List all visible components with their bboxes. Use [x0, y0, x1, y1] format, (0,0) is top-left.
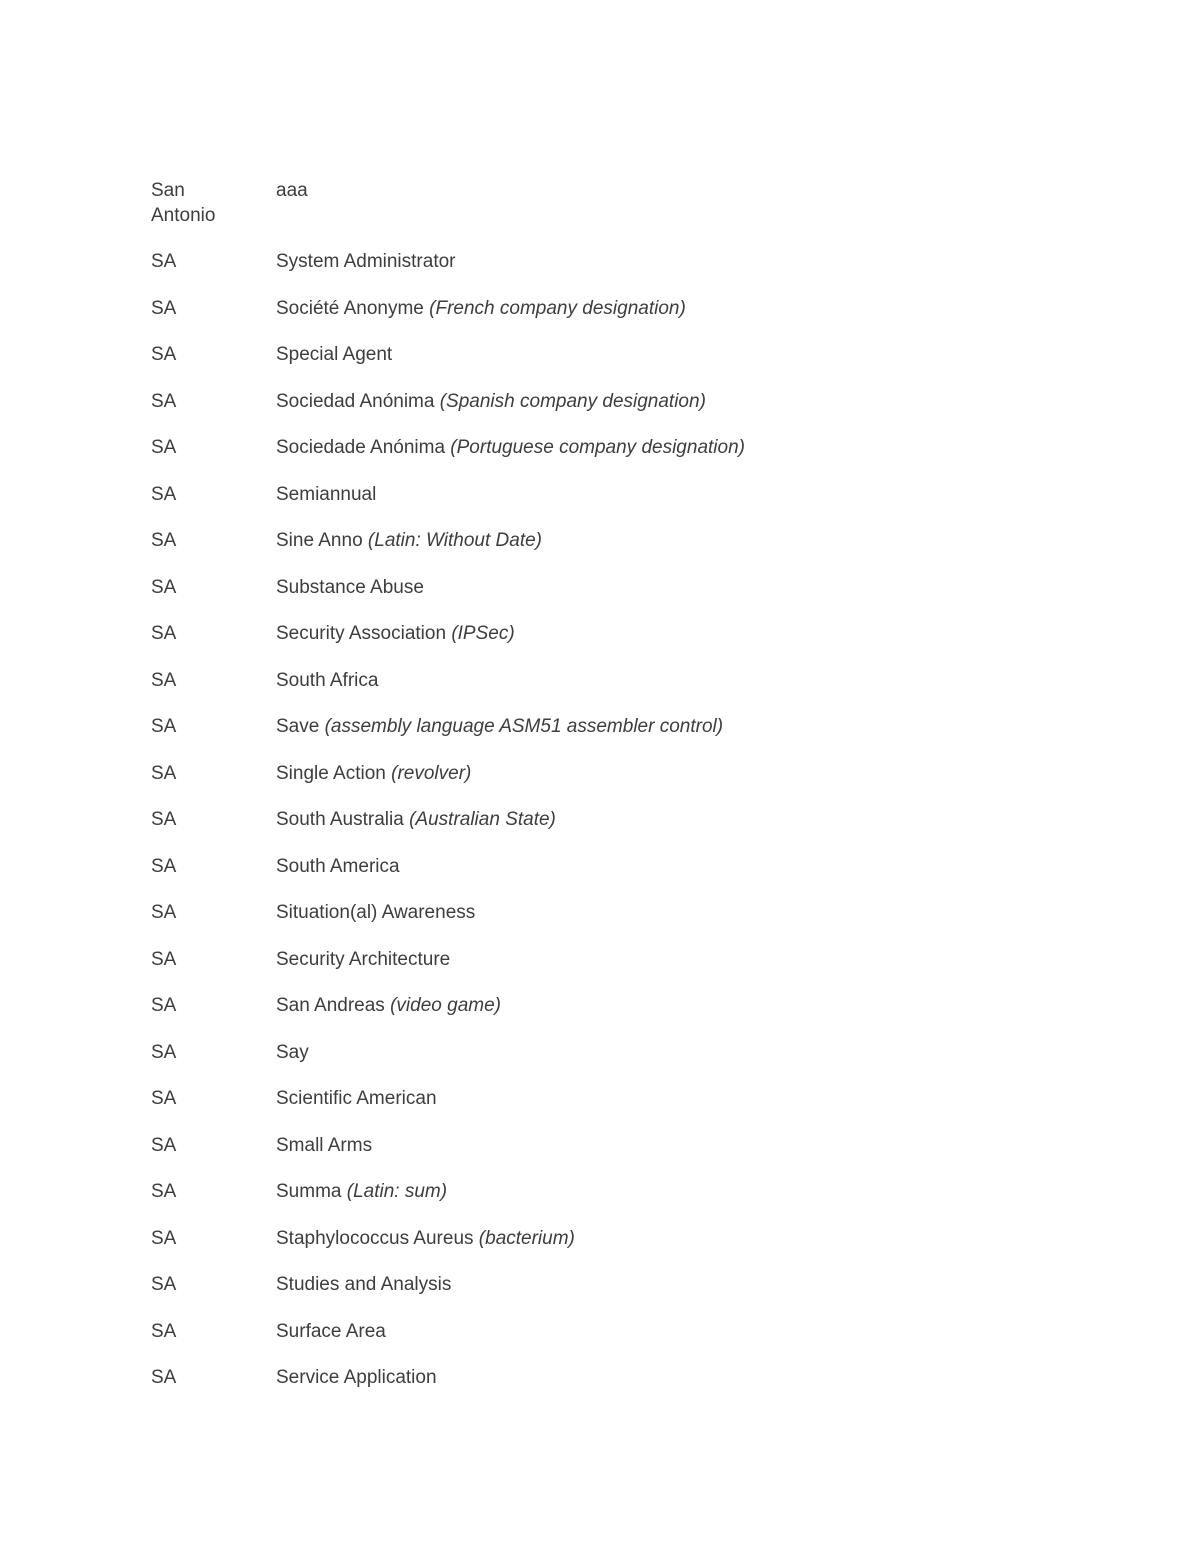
abbreviation-row: [151, 342, 1051, 389]
definition: [276, 1179, 447, 1204]
definition-term: South Africa: [276, 669, 379, 691]
definition-term: Single Action: [276, 762, 386, 784]
definition-note: (Latin: Without Date): [367, 530, 542, 551]
abbreviation: SA: [151, 809, 177, 830]
definition-term: Studies and Analysis: [276, 1274, 452, 1295]
abbreviation: San Antonio: [151, 180, 216, 226]
abbreviation-row: [151, 993, 1051, 1040]
abbreviation: SA: [151, 1367, 177, 1388]
definition: [276, 761, 471, 786]
definition-term: Semiannual: [276, 483, 377, 505]
definition: [276, 1040, 309, 1065]
abbreviation-row: [151, 900, 1051, 947]
abbreviation: SA: [151, 483, 177, 505]
abbreviation: SA: [151, 762, 177, 784]
abbreviation-row: [151, 1179, 1051, 1226]
abbreviation-row: [151, 714, 1051, 761]
abbreviation: SA: [151, 1134, 177, 1156]
definition-term: San Andreas: [276, 995, 385, 1016]
abbreviation: SA: [151, 251, 177, 272]
abbreviation-row: [151, 389, 1051, 436]
definition-term: Sociedad Anónima: [276, 390, 435, 412]
abbreviation: SA: [151, 623, 177, 644]
abbreviation-row: [151, 1272, 1051, 1319]
definition-term: Surface Area: [276, 1320, 386, 1342]
definition: [276, 714, 723, 739]
definition: [276, 296, 686, 321]
abbreviation: SA: [151, 902, 177, 923]
definition: [276, 1272, 451, 1297]
abbreviation-row: [151, 435, 1051, 482]
abbreviation-row: [151, 528, 1051, 575]
definition-note: (IPSec): [451, 623, 515, 644]
definition: [276, 900, 475, 925]
definition: [276, 435, 745, 460]
definition-term: Sociedade Anónima: [276, 437, 446, 458]
definition-term: Sine Anno: [276, 530, 363, 551]
abbreviation-row: [151, 947, 1051, 994]
definition-note: (Australian State): [409, 809, 556, 830]
abbreviation-row: [151, 1086, 1051, 1133]
abbreviation: SA: [151, 390, 177, 412]
abbreviation: SA: [151, 576, 177, 598]
definition: [276, 1226, 575, 1251]
definition-term: Scientific American: [276, 1088, 437, 1109]
definition: [276, 575, 424, 600]
definition-note: (revolver): [391, 762, 472, 784]
abbreviation: SA: [151, 1181, 177, 1202]
definition: [276, 389, 706, 414]
definition-term: South America: [276, 855, 400, 877]
abbreviation: SA: [151, 1320, 177, 1342]
definition: [276, 621, 515, 646]
definition-term: System Administrator: [276, 251, 456, 272]
definition-term: Security Association: [276, 623, 447, 644]
definition: [276, 1365, 437, 1390]
abbreviation: SA: [151, 297, 177, 319]
abbreviation-row: [151, 668, 1051, 715]
definition-note: (bacterium): [478, 1227, 575, 1249]
abbreviation-row: [151, 178, 1051, 249]
definition: [276, 807, 556, 832]
definition-term: Substance Abuse: [276, 576, 424, 598]
definition-term: Save: [276, 716, 320, 737]
definition: [276, 1133, 372, 1158]
definition: [276, 178, 308, 203]
abbreviation-row: [151, 854, 1051, 901]
definition-term: Say: [276, 1041, 309, 1063]
definition-note: (French company designation): [429, 297, 686, 319]
definition: [276, 993, 501, 1018]
definition-term: Staphylococcus Aureus: [276, 1227, 474, 1249]
abbreviation-row: [151, 1040, 1051, 1087]
definition-note: (Spanish company designation): [439, 390, 706, 412]
definition-term: Service Application: [276, 1367, 437, 1388]
abbreviation-row: [151, 621, 1051, 668]
abbreviation: SA: [151, 1041, 177, 1063]
abbreviation-row: [151, 761, 1051, 808]
abbreviation-row: [151, 1319, 1051, 1366]
abbreviation-row: [151, 1133, 1051, 1180]
abbreviation-row: [151, 807, 1051, 854]
definition-term: aaa: [276, 180, 308, 201]
definition-term: Small Arms: [276, 1134, 373, 1156]
abbreviation: SA: [151, 1088, 177, 1109]
definition-note: (video game): [390, 995, 501, 1016]
definition: [276, 854, 400, 879]
definition-term: Société Anonyme: [276, 297, 424, 319]
abbreviation: SA: [151, 530, 177, 551]
definition: [276, 482, 376, 507]
definition: [276, 947, 450, 972]
definition-term: Summa: [276, 1181, 342, 1202]
abbreviation: SA: [151, 1274, 177, 1295]
abbreviation: SA: [151, 948, 177, 970]
definition: [276, 668, 378, 693]
abbreviation: SA: [151, 855, 177, 877]
definition: [276, 1319, 386, 1344]
definition: [276, 1086, 437, 1111]
definition-term: Special Agent: [276, 344, 393, 365]
abbreviation: SA: [151, 995, 177, 1016]
definition: [276, 528, 542, 553]
abbreviation-row: [151, 249, 1051, 296]
abbreviation: SA: [151, 1227, 177, 1249]
abbreviation: SA: [151, 437, 177, 458]
abbreviation: SA: [151, 669, 177, 691]
definition-term: Situation(al) Awareness: [276, 902, 476, 923]
definition-note: (Portuguese company designation): [450, 437, 745, 458]
abbreviation: SA: [151, 344, 177, 365]
abbreviation-row: [151, 1226, 1051, 1273]
definition-term: Security Architecture: [276, 948, 451, 970]
definition: [276, 342, 392, 367]
definition-note: (assembly language ASM51 assembler control): [324, 716, 724, 737]
abbreviation-row: [151, 1365, 1051, 1412]
abbreviation-row: [151, 575, 1051, 622]
definition-note: (Latin: sum): [346, 1181, 448, 1202]
abbreviation-row: [151, 482, 1051, 529]
abbreviation: SA: [151, 716, 177, 737]
abbreviation-list: [151, 178, 1051, 1412]
definition-term: South Australia: [276, 809, 404, 830]
abbreviation-row: [151, 296, 1051, 343]
definition: [276, 249, 456, 274]
